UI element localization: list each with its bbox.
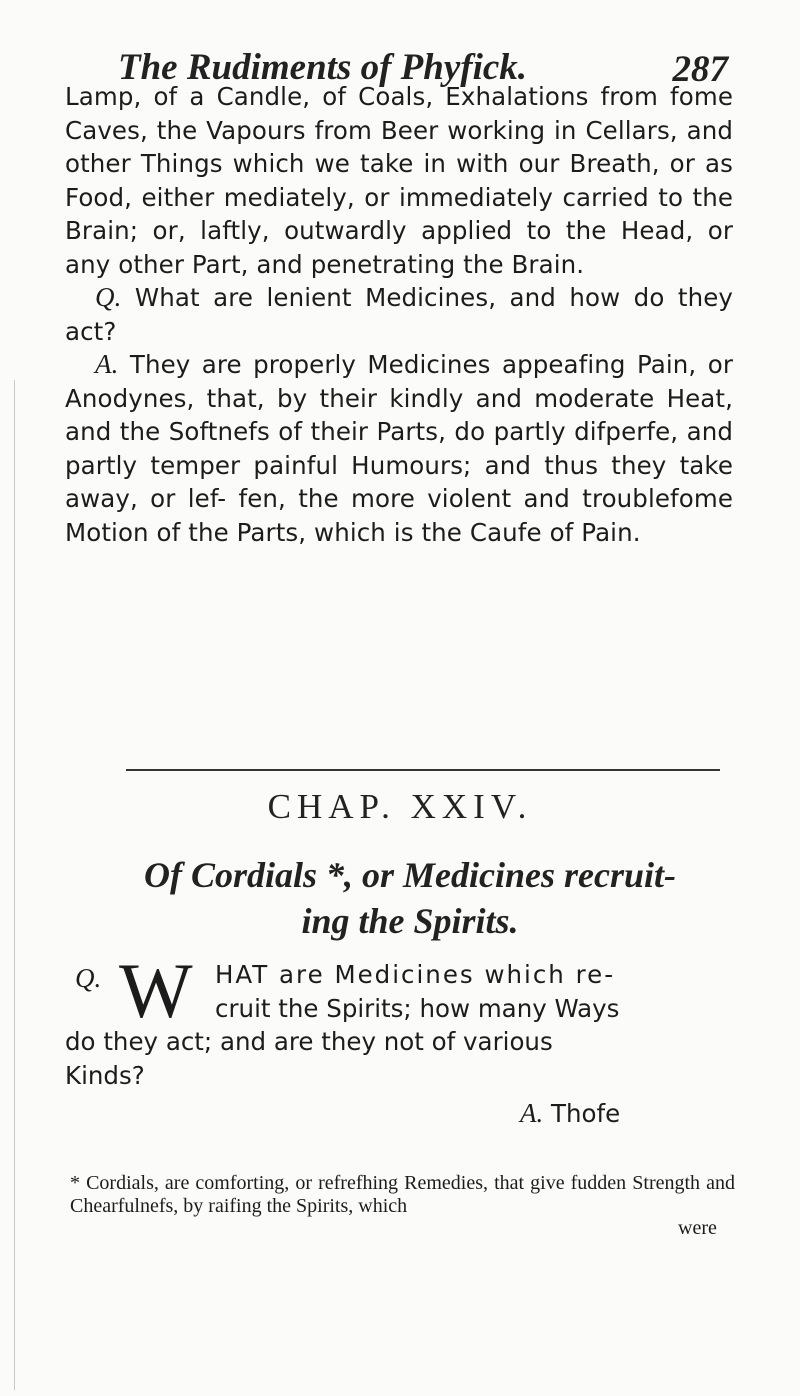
- drop-cap: W: [119, 947, 193, 1034]
- question-line: do they act; and are they not of various: [65, 1027, 553, 1056]
- question: [65, 281, 733, 348]
- chapter-heading: CHAP. XXIV.: [267, 787, 533, 826]
- page-edge: [14, 380, 15, 1390]
- question-line: cruit the Spirits; how many Ways: [215, 993, 620, 1023]
- chapter-title-line: ing the Spirits.: [301, 901, 519, 941]
- page-number: 287: [672, 49, 728, 90]
- chapter-title-line: Of Cordials *, or Medicines recruit-: [143, 855, 676, 895]
- catchword: were: [678, 1217, 717, 1239]
- body-text: [65, 80, 733, 549]
- answer: [65, 348, 733, 549]
- question-label: Q.: [75, 963, 102, 993]
- answer-label: A.: [95, 349, 119, 379]
- answer-label: A.: [520, 1098, 544, 1128]
- paragraph: Lamp, of a Candle, of Coals, Exhalations from fome Caves, the Vapours from Beer working in Cellars, and other Things which we take in with our Breath, or as Food, either mediately, or immediately carried to the Brain; or, laftly, outwardly applied to the Head, or any other Part, and penetrating the Brain.: [65, 82, 733, 279]
- running-title: The Rudiments of Phyfick.: [118, 47, 528, 88]
- question-block: [65, 947, 733, 1092]
- answer-text: Thofe: [551, 1099, 621, 1128]
- answer-start: [520, 1098, 620, 1129]
- question-line: Kinds?: [65, 1060, 145, 1090]
- question-text: HAT are Medicines which re-: [215, 960, 616, 989]
- chapter-title: [80, 852, 740, 944]
- question-label: Q.: [95, 282, 122, 312]
- answer-text: They are properly Medicines appeafing Pain, or Anodynes, that, by their kindly and moderate Heat, and the Softnefs of their Parts, do partly difperfe, and partly temper painful Humours; and thus they take away, or lef- fen, the more violent and troublefome Motion of the Parts, which is the Caufe of Pain.: [65, 350, 733, 547]
- chapter-rule: [126, 769, 720, 771]
- footnote: * Cordials, are comforting, or refrefhing Remedies, that give fudden Strength and Chearfulnefs, by raifing the Spirits, which: [70, 1172, 735, 1217]
- question-text: What are lenient Medicines, and how do they act?: [65, 283, 733, 346]
